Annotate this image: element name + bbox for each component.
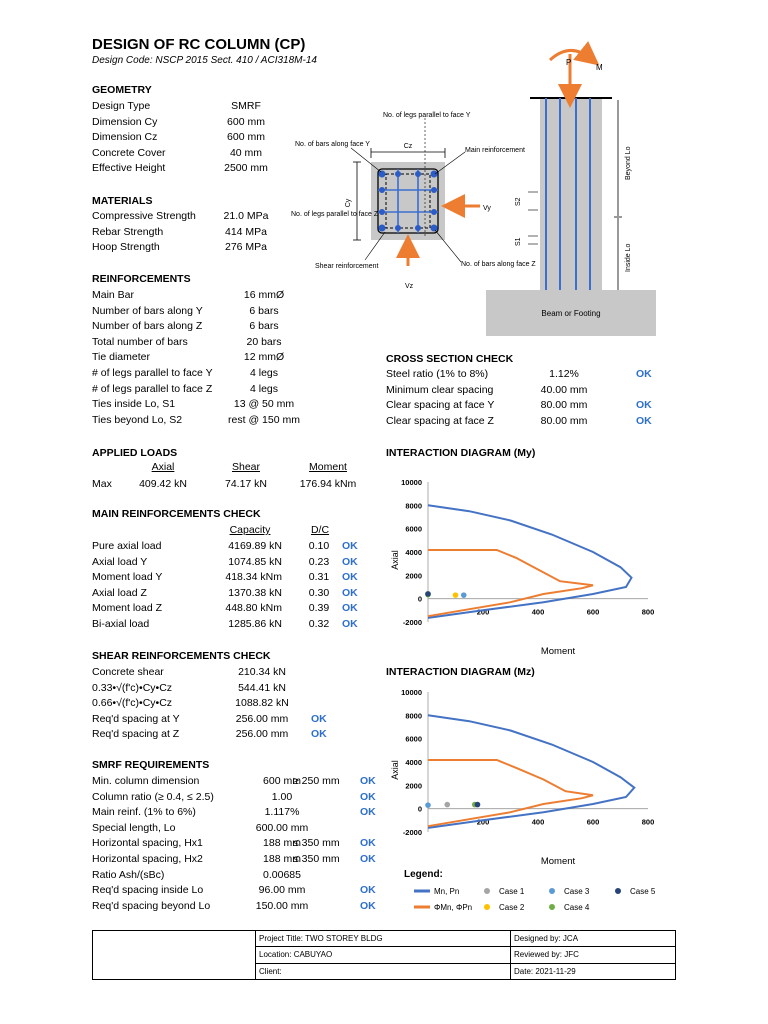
materials-value: 276 MPa [224, 241, 268, 254]
main-check-label: Pure axial load [92, 540, 162, 552]
col-shear: Shear [231, 461, 261, 473]
smrf-status: OK [360, 775, 376, 787]
cross-section-label: Clear spacing at face Z [386, 414, 494, 427]
main-check-label: Moment load Z [92, 602, 163, 615]
shear-check-value: 256.00 mm [235, 712, 289, 725]
materials-label: Rebar Strength [92, 225, 164, 238]
s1-label: S1 [515, 237, 522, 246]
reinforcement-value: 13 @ 50 mm [233, 398, 295, 411]
smrf-heading: SMRF REQUIREMENTS [92, 759, 210, 771]
geometry-label: Concrete Cover [92, 146, 166, 159]
cross-section-heading: CROSS SECTION CHECK [386, 353, 514, 365]
smrf-value: 1.117% [264, 806, 300, 819]
geometry-heading: GEOMETRY [92, 84, 152, 96]
smrf-status: OK [360, 899, 376, 912]
y-tick-label: 8000 [405, 711, 422, 721]
cross-section-label: Steel ratio (1% to 8%) [386, 368, 489, 380]
cz-label: Cz [403, 143, 413, 150]
smrf-limit: ≥ 250 mm [293, 775, 340, 787]
reinforcement-label: Main Bar [92, 289, 135, 301]
shear-check-value: 210.34 kN [238, 666, 286, 678]
cross-section-status: OK [636, 368, 652, 380]
cy-label: Cy [345, 198, 352, 208]
main-check-dc: 0.23 [308, 555, 330, 568]
x-tick-label: 400 [531, 817, 545, 827]
smrf-label: Horizontal spacing, Hx1 [92, 837, 203, 850]
x-tick-label: 200 [476, 607, 490, 617]
chart-my-title: INTERACTION DIAGRAM (My) [386, 447, 536, 459]
legend-title: Legend: [404, 869, 443, 880]
main-check-capacity: 1074.85 kN [228, 555, 282, 568]
materials-heading: MATERIALS [92, 195, 153, 207]
smrf-value: 600 mm [263, 775, 301, 787]
series-line [428, 505, 632, 618]
smrf-limit: ≤ 350 mm [293, 853, 340, 865]
smrf-label: Ratio Ash/(sBc) [92, 868, 165, 881]
reinforcement-label: Tie diameter [92, 351, 150, 364]
x-tick-label: 400 [531, 607, 545, 617]
x-tick-label: 800 [641, 607, 655, 617]
cross-section-value: 80.00 mm [540, 399, 588, 412]
main-check-status: OK [342, 602, 358, 615]
reinforcement-label: Total number of bars [92, 335, 188, 348]
legend-case2-dot [484, 904, 490, 910]
client: Client: [256, 963, 511, 979]
main-check-status: OK [342, 618, 358, 630]
col-moment: Moment [309, 461, 347, 473]
shear-check-status: OK [311, 728, 327, 741]
interaction-diagram-mz [386, 682, 676, 868]
smrf-value: 150.00 mm [255, 899, 309, 912]
main-check-dc: 0.30 [308, 586, 330, 599]
reinforcement-label: # of legs parallel to face Z [92, 382, 213, 395]
smrf-value: 188 mm [263, 837, 301, 850]
main-check-status: OK [342, 586, 358, 599]
smrf-label: Req'd spacing inside Lo [92, 884, 204, 897]
legend-case4-dot [549, 904, 555, 910]
bars-y-label: No. of bars along face Y [295, 141, 370, 148]
smrf-status: OK [360, 806, 376, 819]
legend-case3-dot [549, 888, 555, 894]
materials-label: Compressive Strength [92, 210, 196, 222]
designed-by: Designed by: JCA [511, 931, 676, 947]
max-label: Max [92, 478, 112, 490]
y-axis-label: Axial [390, 550, 400, 570]
reinforcement-label: Ties beyond Lo, S2 [92, 413, 183, 426]
applied-loads-heading: APPLIED LOADS [92, 447, 178, 459]
reinforcement-value: 6 bars [249, 320, 279, 333]
cross-section-value: 40.00 mm [540, 383, 588, 396]
cross-section-value: 1.12% [549, 368, 579, 380]
shear-check-label: Req'd spacing at Y [92, 712, 180, 725]
series-line [428, 715, 634, 828]
main-check-dc: 0.10 [308, 540, 330, 552]
inside-label: Inside Lo [625, 243, 632, 272]
legend-case5: Case 5 [630, 887, 656, 896]
main-check-dc: 0.32 [308, 618, 330, 630]
shear-check-label: Concrete shear [92, 666, 164, 678]
p-label: P [566, 58, 572, 67]
col-dc: D/C [310, 524, 330, 536]
geometry-label: Design Type [92, 100, 151, 112]
reinforcement-value: 6 bars [249, 304, 279, 317]
main-check-capacity: 448.80 kNm [225, 602, 282, 615]
reinforcement-value: 4 legs [249, 367, 279, 379]
column-elevation [540, 98, 602, 290]
smrf-status: OK [360, 884, 376, 897]
cross-section-status: OK [636, 399, 652, 412]
location: Location: CABUYAO [256, 947, 511, 963]
case-point [444, 802, 450, 808]
col-capacity: Capacity [229, 524, 271, 536]
shear-check-value: 1088.82 kN [235, 697, 289, 710]
y-tick-label: 2000 [405, 781, 422, 791]
x-axis-label: Moment [540, 646, 576, 657]
smrf-value: 96.00 mm [258, 884, 306, 897]
geometry-value: 40 mm [229, 146, 263, 159]
smrf-value: 0.00685 [263, 868, 301, 881]
cross-section-value: 80.00 mm [540, 414, 588, 427]
x-tick-label: 600 [586, 607, 600, 617]
smrf-label: Horizontal spacing, Hx2 [92, 853, 203, 865]
smrf-limit: ≤ 350 mm [293, 837, 340, 850]
case-point [425, 802, 431, 808]
main-reinf-label: Main reinforcement [465, 147, 525, 154]
shear-check-label: 0.66•√(f'c)•Cy•Cz [92, 697, 173, 710]
reinforcement-label: Ties inside Lo, S1 [92, 398, 176, 411]
main-check-heading: MAIN REINFORCEMENTS CHECK [92, 508, 261, 520]
x-tick-label: 800 [641, 817, 655, 827]
y-tick-label: 4000 [405, 758, 422, 767]
chart-mz-title: INTERACTION DIAGRAM (Mz) [386, 666, 535, 678]
shear-check-label: 0.33•√(f'c)•Cy•Cz [92, 681, 173, 694]
geometry-label: Effective Height [92, 162, 166, 175]
y-tick-label: -2000 [402, 618, 422, 627]
y-tick-label: 6000 [405, 524, 422, 534]
shear-reinf-label: Shear reinforcement [315, 263, 379, 270]
smrf-value: 1.00 [271, 790, 293, 803]
main-check-capacity: 1370.38 kN [228, 586, 282, 599]
main-check-capacity: 418.34 kNm [225, 571, 282, 584]
legs-z-label: No. of legs parallel to face Z [291, 211, 379, 218]
cross-section-status: OK [636, 414, 652, 427]
x-tick-label: 200 [476, 817, 490, 827]
y-tick-label: 10000 [401, 478, 422, 487]
geometry-value: SMRF [231, 100, 261, 112]
m-label: M [596, 63, 603, 72]
legend-case3: Case 3 [564, 887, 590, 896]
reinforcement-value: rest @ 150 mm [228, 413, 300, 426]
y-tick-label: 0 [417, 594, 422, 604]
reinforcement-label: Number of bars along Z [92, 320, 203, 333]
reviewed-by: Reviewed by: JFC [511, 947, 676, 963]
x-tick-label: 600 [586, 817, 600, 827]
title-block-logo-cell [93, 931, 256, 980]
case-point [425, 591, 431, 597]
bars-z-label: No. of bars along face Z [461, 261, 536, 268]
main-check-dc: 0.31 [308, 571, 330, 584]
max-shear: 74.17 kN [224, 478, 268, 490]
design-code: Design Code: NSCP 2015 Sect. 410 / ACI318M-14 [92, 55, 317, 66]
y-tick-label: 0 [417, 804, 422, 814]
geometry-value: 2500 mm [224, 162, 268, 175]
geometry-label: Dimension Cy [92, 115, 158, 128]
beyond-label: Beyond Lo [625, 146, 632, 180]
main-check-status: OK [342, 571, 358, 584]
main-check-label: Moment load Y [92, 571, 163, 584]
main-check-capacity: 4169.89 kN [228, 540, 282, 552]
smrf-label: Min. column dimension [92, 775, 200, 787]
project-title: Project Title: TWO STOREY BLDG [256, 931, 511, 947]
shear-check-heading: SHEAR REINFORCEMENTS CHECK [92, 650, 271, 662]
main-check-label: Axial load Y [92, 555, 148, 568]
page-title: DESIGN OF RC COLUMN (CP) [92, 36, 306, 53]
x-axis-label: Moment [540, 856, 576, 867]
col-axial: Axial [151, 461, 175, 473]
column-elevation-diagram [470, 40, 670, 340]
interaction-diagram-my [386, 472, 676, 658]
geometry-value: 600 mm [227, 115, 265, 128]
legend-case4: Case 4 [564, 903, 590, 912]
legend-case2: Case 2 [499, 903, 525, 912]
reinforcement-value: 16 mmØ [243, 289, 285, 301]
materials-value: 414 MPa [224, 225, 268, 238]
s2-label: S2 [515, 197, 522, 206]
smrf-value: 600.00 mm [255, 821, 309, 834]
title-block [92, 930, 676, 980]
shear-check-value: 256.00 mm [235, 728, 289, 741]
reinforcement-value: 12 mmØ [243, 351, 285, 364]
smrf-label: Special length, Lo [92, 821, 176, 834]
geometry-value: 600 mm [227, 131, 265, 144]
case-point [475, 802, 481, 808]
reinforcement-value: 4 legs [249, 382, 279, 395]
smrf-label: Req'd spacing beyond Lo [92, 899, 211, 912]
y-axis-label: Axial [390, 760, 400, 780]
smrf-label: Column ratio (≥ 0.4, ≤ 2.5) [92, 790, 214, 803]
geometry-label: Dimension Cz [92, 131, 158, 144]
smrf-status: OK [360, 853, 376, 865]
y-tick-label: 4000 [405, 548, 422, 557]
y-tick-label: 8000 [405, 501, 422, 511]
legend-design: ΦMn, ΦPn [434, 903, 473, 912]
y-tick-label: 6000 [405, 734, 422, 744]
legend-case5-dot [615, 888, 621, 894]
smrf-value: 188 mm [263, 853, 301, 865]
main-check-capacity: 1285.86 kN [228, 618, 282, 630]
smrf-status: OK [360, 790, 376, 803]
legend-case1-dot [484, 888, 490, 894]
y-tick-label: -2000 [402, 828, 422, 837]
vy-label: Vy [483, 205, 491, 212]
reinforcement-label: Number of bars along Y [92, 304, 203, 317]
case-point [461, 592, 467, 598]
legend-nominal: Mn, Pn [434, 887, 460, 896]
materials-label: Hoop Strength [92, 241, 160, 254]
shear-check-status: OK [311, 712, 327, 725]
reinforcements-heading: REINFORCEMENTS [92, 273, 191, 285]
cross-section-label: Clear spacing at face Y [386, 399, 495, 412]
shear-check-value: 544.41 kN [238, 681, 286, 694]
reinforcement-label: # of legs parallel to face Y [92, 367, 213, 379]
main-check-status: OK [342, 540, 358, 552]
case-point [453, 592, 459, 598]
y-tick-label: 10000 [401, 688, 422, 697]
legend [404, 882, 674, 916]
smrf-label: Main reinf. (1% to 6%) [92, 806, 196, 819]
main-check-label: Axial load Z [92, 586, 147, 599]
shear-check-label: Req'd spacing at Z [92, 728, 180, 741]
materials-value: 21.0 MPa [223, 210, 269, 222]
max-axial: 409.42 kN [139, 478, 187, 490]
legend-case1: Case 1 [499, 887, 525, 896]
cross-section-label: Minimum clear spacing [386, 383, 494, 396]
reinforcement-value: 20 bars [246, 335, 282, 348]
smrf-status: OK [360, 837, 376, 850]
main-check-dc: 0.39 [308, 602, 330, 615]
max-moment: 176.94 kNm [299, 478, 357, 490]
main-check-label: Bi-axial load [92, 618, 150, 630]
vz-label: Vz [405, 283, 414, 290]
main-check-status: OK [342, 555, 358, 568]
footing-label: Beam or Footing [541, 309, 601, 318]
y-tick-label: 2000 [405, 571, 422, 581]
date: Date: 2021-11-29 [511, 963, 676, 979]
legs-y-label: No. of legs parallel to face Y [383, 112, 471, 119]
